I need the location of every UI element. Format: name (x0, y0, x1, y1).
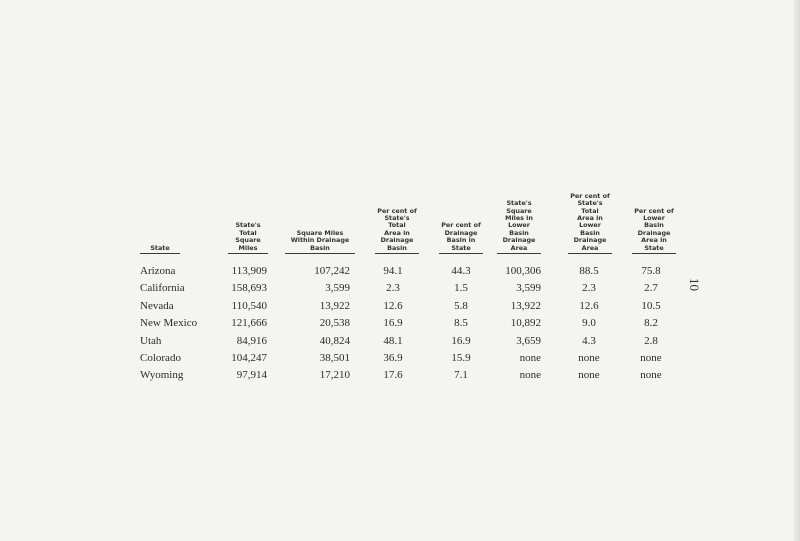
cell-basin: 107,242 (314, 265, 350, 277)
column-header-line: State (150, 243, 170, 252)
column-header-line: State (451, 243, 471, 252)
column-header-line: Area in (577, 213, 603, 222)
cell-basin: 38,501 (319, 352, 350, 364)
cell-pct-lower-state: none (640, 369, 662, 382)
table-row (0, 263, 800, 280)
column-header-rule (375, 253, 419, 254)
cell-pct-basin: 1.5 (454, 282, 468, 295)
cell-pct-basin: 44.3 (451, 265, 471, 277)
cell-pct-area: 2.3 (386, 282, 400, 295)
column-header-line: Basin (387, 243, 407, 252)
column-header-state (122, 150, 198, 252)
cell-state: Utah (140, 334, 162, 347)
cell-basin: 17,210 (319, 369, 350, 382)
column-header-line: Per cent of (441, 221, 481, 230)
column-header-line: State's (506, 199, 532, 208)
column-header-rule (285, 253, 355, 254)
column-header-line: Miles (238, 243, 258, 252)
column-header-line: Per cent of (634, 206, 674, 215)
cell-pct-area: 36.9 (383, 352, 403, 364)
column-header-line: Per cent of (570, 191, 610, 200)
cell-total: 97,914 (236, 369, 267, 382)
cell-total: 110,540 (231, 299, 267, 312)
cell-total: 158,693 (231, 282, 267, 295)
column-header-line: Lower (579, 221, 601, 230)
column-header-line: Basin (310, 243, 330, 252)
cell-total: 121,666 (231, 317, 267, 330)
cell-pct-area: 16.9 (383, 317, 403, 330)
column-header-line: Lower (508, 221, 530, 230)
column-header-line: State's (235, 221, 261, 230)
cell-lower: none (519, 369, 541, 382)
cell-lower: 10,892 (510, 317, 541, 330)
column-header-line: Area in (641, 236, 667, 245)
column-header-line: Square Miles (296, 228, 344, 237)
cell-pct-lower-state: 10.5 (641, 299, 661, 312)
column-header-line: Drainage (380, 236, 414, 245)
cell-pct-basin: 5.8 (454, 299, 468, 312)
column-header-line: Drainage (502, 236, 536, 245)
cell-pct-lower-state: none (640, 352, 662, 364)
cell-pct-lower: none (578, 352, 600, 364)
cell-basin: 13,922 (319, 299, 350, 312)
column-header-line: Basin (580, 228, 600, 237)
column-header-line: Area (581, 243, 599, 252)
cell-pct-basin: 15.9 (451, 352, 471, 364)
column-header-line: Per cent of (377, 206, 417, 215)
table-row (0, 315, 800, 332)
cell-pct-lower-state: 2.7 (644, 282, 658, 295)
cell-pct-lower-state: 2.8 (644, 334, 658, 347)
column-header-rule (568, 253, 612, 254)
table-row (0, 350, 800, 367)
cell-state: Wyoming (140, 369, 184, 382)
cell-pct-lower-state: 75.8 (641, 265, 661, 277)
column-header-line: State (644, 243, 664, 252)
column-header-line: Area in (384, 228, 410, 237)
column-header-rule (228, 253, 268, 254)
cell-state: New Mexico (140, 317, 198, 330)
table-row (0, 280, 800, 297)
cell-basin: 3,599 (325, 282, 350, 295)
cell-pct-area: 48.1 (383, 334, 403, 347)
column-header-lower (481, 150, 557, 252)
cell-pct-lower: none (578, 369, 600, 382)
cell-basin: 20,538 (319, 317, 350, 330)
column-header-line: Lower (643, 213, 665, 222)
cell-lower: 3,599 (516, 282, 541, 295)
cell-pct-lower: 2.3 (582, 282, 596, 295)
column-header-rule (140, 253, 180, 254)
cell-pct-lower: 4.3 (582, 334, 596, 347)
column-header-basin (282, 150, 358, 252)
cell-total: 104,247 (231, 352, 267, 364)
cell-total: 84,916 (236, 334, 267, 347)
column-header-line: Within Drainage (290, 236, 350, 245)
cell-pct-lower: 12.6 (579, 299, 599, 312)
column-header-line: Basin (509, 228, 529, 237)
cell-pct-basin: 8.5 (454, 317, 468, 330)
column-header-line: Total (239, 228, 257, 237)
cell-state: Arizona (140, 265, 176, 277)
column-header-pct-lower-state (616, 150, 692, 252)
column-header-line: Miles in (505, 213, 533, 222)
cell-state: Nevada (140, 299, 174, 312)
column-header-rule (632, 253, 676, 254)
cell-pct-area: 94.1 (383, 265, 403, 277)
column-header-line: Total (581, 206, 599, 215)
column-header-line: Drainage (444, 228, 478, 237)
table-row (0, 333, 800, 350)
cell-total: 113,909 (231, 265, 267, 277)
column-header-line: Square (506, 206, 532, 215)
column-header-line: Basin (644, 221, 664, 230)
cell-pct-lower-state: 8.2 (644, 317, 658, 330)
column-header-rule (497, 253, 541, 254)
cell-state: Colorado (140, 352, 181, 364)
cell-lower: 100,306 (505, 265, 541, 277)
column-header-line: Area (510, 243, 528, 252)
column-header-line: Square (235, 236, 261, 245)
column-header-line: Basin in (446, 236, 476, 245)
cell-pct-area: 17.6 (383, 369, 403, 382)
cell-pct-basin: 16.9 (451, 334, 471, 347)
page-number: 10 (687, 278, 702, 291)
column-header-line: State's (384, 213, 410, 222)
cell-lower: 13,922 (510, 299, 541, 312)
column-header-line: Drainage (637, 228, 671, 237)
table-row (0, 298, 800, 315)
cell-pct-lower: 88.5 (579, 265, 599, 277)
column-header-line: Drainage (573, 236, 607, 245)
cell-pct-lower: 9.0 (582, 317, 596, 330)
cell-basin: 40,824 (319, 334, 350, 347)
column-header-total (210, 150, 286, 252)
cell-pct-area: 12.6 (383, 299, 403, 312)
column-header-rule (439, 253, 483, 254)
cell-lower: none (519, 352, 541, 364)
cell-lower: 3,659 (516, 334, 541, 347)
column-header-line: Total (388, 221, 406, 230)
cell-state: California (140, 282, 185, 295)
cell-pct-basin: 7.1 (454, 369, 468, 382)
table-row (0, 367, 800, 384)
column-header-line: State's (577, 199, 603, 208)
